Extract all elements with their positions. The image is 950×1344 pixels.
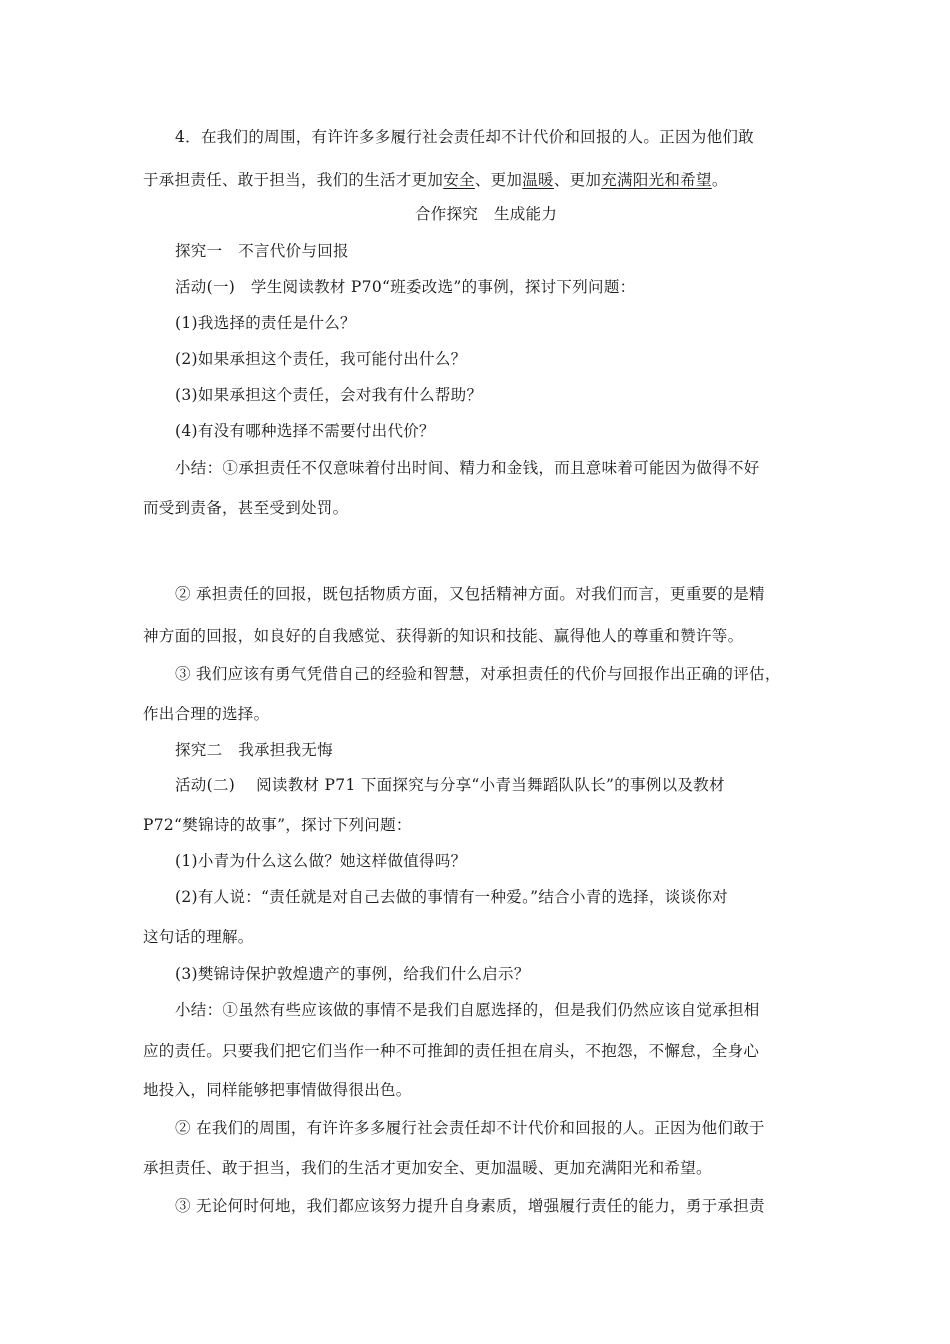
text-run: 、更加 bbox=[553, 171, 602, 189]
paragraph-line: ② 在我们的周围，有许许多多履行社会责任却不计代价和回报的人。正因为他们敢于 bbox=[175, 1119, 765, 1137]
question-line: (3)樊锦诗保护敦煌遗产的事例，给我们什么启示？ bbox=[175, 965, 530, 983]
paragraph-line: 4．在我们的周围，有许许多多履行社会责任却不计代价和回报的人。正因为他们敢 bbox=[175, 128, 754, 146]
paragraph-line: 承担责任、敢于担当，我们的生活才更加安全、更加温暖、更加充满阳光和希望。 bbox=[143, 1159, 712, 1177]
section-heading: 合作探究 生成能力 bbox=[415, 205, 558, 223]
question-line: (1)小青为什么这么做？她这样做值得吗？ bbox=[175, 852, 467, 870]
question-line: (2)有人说：“责任就是对自己去做的事情有一种爱。”结合小青的选择，谈谈你对 bbox=[175, 888, 728, 906]
paragraph-line: 神方面的回报，如良好的自我感觉、获得新的知识和技能、赢得他人的尊重和赞许等。 bbox=[143, 627, 744, 645]
paragraph-line: 活动(一) 学生阅读教材 P70“班委改选”的事例，探讨下列问题： bbox=[175, 278, 636, 296]
paragraph-line: 地投入，同样能够把事情做得很出色。 bbox=[143, 1081, 412, 1099]
text-run: 、更加 bbox=[474, 171, 523, 189]
paragraph-line: 而受到责备，甚至受到处罚。 bbox=[143, 499, 349, 517]
paragraph-line: 应的责任。只要我们把它们当作一种不可推卸的责任担在肩头，不抱怨，不懈怠，全身心 bbox=[143, 1042, 760, 1060]
underlined-term: 充满阳光和希望 bbox=[601, 171, 712, 189]
paragraph-line: 小结：①虽然有些应该做的事情不是我们自愿选择的，但是我们仍然应该自觉承担相 bbox=[175, 1001, 760, 1019]
underlined-term: 安全 bbox=[443, 171, 475, 189]
question-line: (3)如果承担这个责任，会对我有什么帮助？ bbox=[175, 386, 483, 404]
paragraph-line: 这句话的理解。 bbox=[143, 928, 254, 946]
paragraph-line: ② 承担责任的回报，既包括物质方面，又包括精神方面。对我们而言，更重要的是精 bbox=[175, 585, 765, 603]
paragraph-line: 作出合理的选择。 bbox=[143, 705, 270, 723]
underlined-term: 温暖 bbox=[522, 171, 554, 189]
paragraph-line: 小结：①承担责任不仅意味着付出时间、精力和金钱，而且意味着可能因为做得不好 bbox=[175, 459, 760, 477]
question-line: (2)如果承担这个责任，我可能付出什么？ bbox=[175, 350, 467, 368]
subsection-heading: 探究一 不言代价与回报 bbox=[175, 242, 349, 260]
question-line: (4)有没有哪种选择不需要付出代价？ bbox=[175, 422, 435, 440]
text-run: 。 bbox=[711, 171, 728, 189]
paragraph-line: ③ 我们应该有勇气凭借自己的经验和智慧，对承担责任的代价与回报作出正确的评估， bbox=[175, 665, 781, 683]
text-run: 于承担责任、敢于担当，我们的生活才更加 bbox=[143, 171, 444, 189]
question-line: (1)我选择的责任是什么？ bbox=[175, 314, 356, 332]
paragraph-line: 活动(二) 阅读教材 P71 下面探究与分享“小青当舞蹈队队长”的事例以及教材 bbox=[175, 776, 725, 794]
paragraph-line: ③ 无论何时何地，我们都应该努力提升自身素质，增强履行责任的能力，勇于承担责 bbox=[175, 1197, 765, 1215]
paragraph-line: P72“樊锦诗的故事”，探讨下列问题： bbox=[143, 816, 412, 834]
subsection-heading: 探究二 我承担我无悔 bbox=[175, 741, 334, 759]
paragraph-line bbox=[143, 170, 728, 190]
